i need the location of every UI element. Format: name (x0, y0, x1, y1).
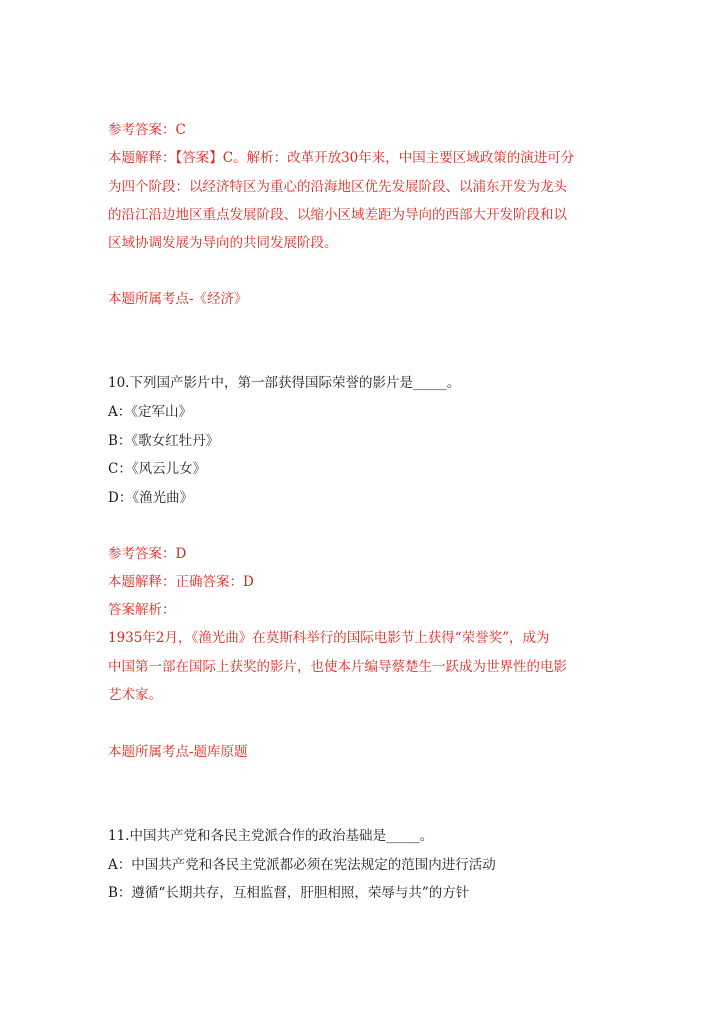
prev-topic: 本题所属考点-《经济》 (108, 291, 248, 307)
q10-topic: 本题所属考点-题库原题 (108, 744, 248, 760)
q10-explanation: 本题解释：正确答案：D (108, 574, 254, 590)
q10-question: 10.下列国产影片中，第一部获得国际荣誉的影片是_____。 (108, 375, 461, 391)
prev-explanation-line-4: 区域协调发展为导向的共同发展阶段。 (108, 235, 338, 251)
q11-option-a: A：中国共产党和各民主党派都必须在宪法规定的范围内进行活动 (108, 857, 496, 873)
prev-answer: 参考答案：C (108, 122, 186, 138)
prev-explanation-line-1: 本题解释：【答案】C。解析：改革开放30年来，中国主要区域政策的演进可分 (108, 150, 575, 166)
q10-analysis-line-2: 中国第一部在国际上获奖的影片，也使本片编导蔡楚生一跃成为世界性的电影 (108, 659, 567, 675)
q11-option-b: B：遵循“长期共存，互相监督，肝胆相照，荣辱与共”的方针 (108, 885, 470, 901)
q10-option-c: C：《风云儿女》 (108, 461, 207, 477)
prev-explanation-line-2: 为四个阶段：以经济特区为重心的沿海地区优先发展阶段、以浦东开发为龙头 (108, 179, 567, 195)
q10-analysis-line-1: 1935年2月，《渔光曲》在莫斯科举行的国际电影节上获得“荣誉奖”，成为 (108, 630, 550, 646)
prev-explanation-line-3: 的沿江沿边地区重点发展阶段、以缩小区域差距为导向的西部大开发阶段和以 (108, 207, 567, 223)
q10-option-b: B：《歌女红牡丹》 (108, 433, 220, 449)
q10-answer: 参考答案：D (108, 546, 187, 562)
q10-option-d: D：《渔光曲》 (108, 490, 194, 506)
q10-option-a: A：《定军山》 (108, 404, 192, 420)
q10-analysis-line-3: 艺术家。 (108, 687, 162, 703)
q10-analysis-label: 答案解析： (108, 602, 176, 618)
q11-question: 11.中国共产党和各民主党派合作的政治基础是_____。 (108, 828, 434, 844)
